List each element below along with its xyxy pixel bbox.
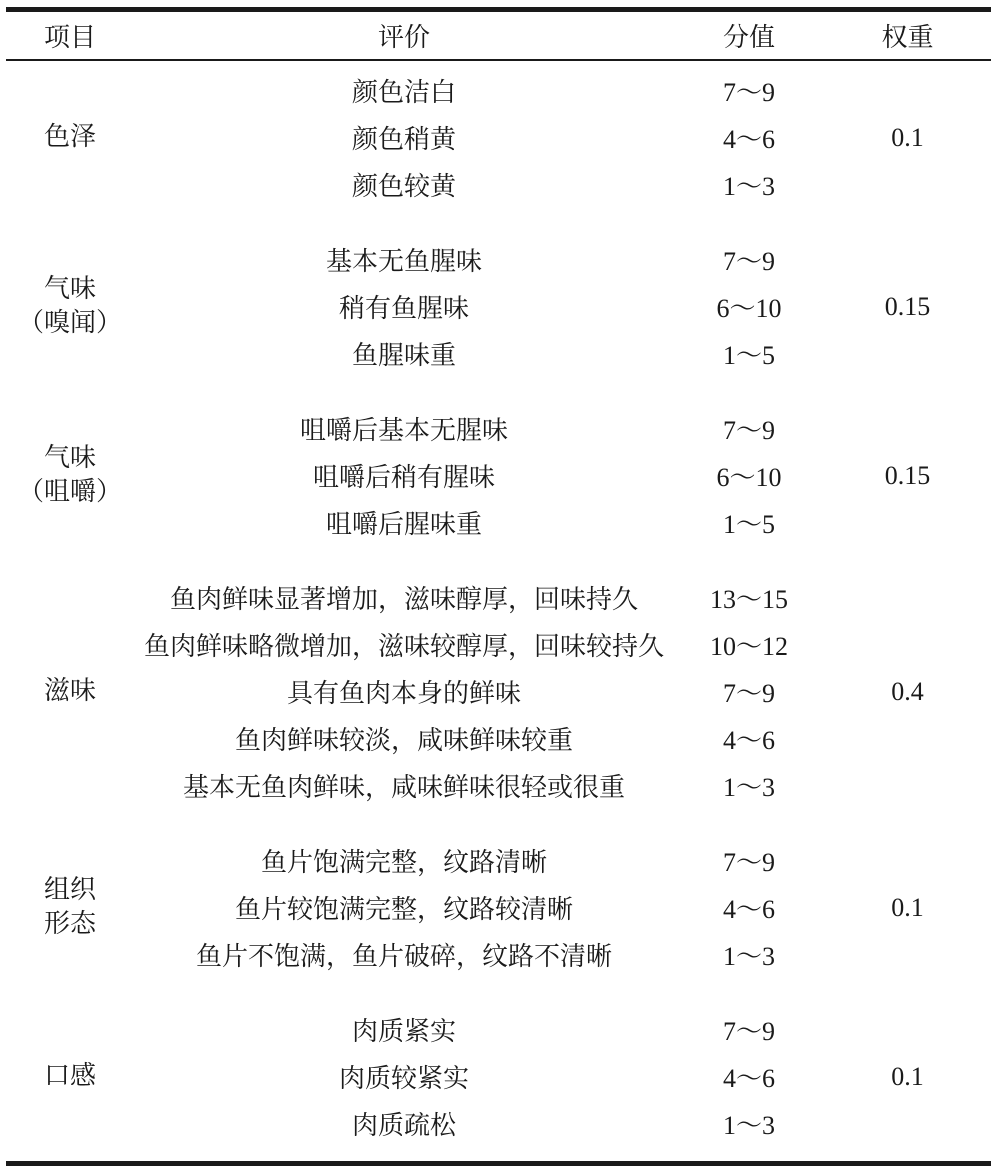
evaluation-cell: 咀嚼后腥味重 <box>325 510 482 540</box>
item-label-line: 气味 <box>43 442 96 473</box>
table-header <box>6 10 991 61</box>
evaluation-cell: 颜色较黄 <box>351 172 456 202</box>
evaluation-cell: 鱼片较饱满完整，纹路较清晰 <box>234 895 573 925</box>
evaluation-cell: 鱼片饱满完整，纹路清晰 <box>260 848 547 878</box>
weight-cell: 0.15 <box>884 291 931 321</box>
table-group <box>6 560 991 823</box>
table-row <box>6 837 991 884</box>
table-group <box>6 823 991 992</box>
table-row <box>6 236 991 283</box>
item-cell <box>6 574 134 809</box>
score-cell: 7～9 <box>722 247 775 276</box>
group-spacer <box>6 992 991 1006</box>
score-cell: 1～5 <box>722 341 775 370</box>
item-label <box>6 1060 134 1094</box>
group-spacer <box>6 978 991 992</box>
group-spacer <box>6 60 991 67</box>
evaluation-cell: 颜色洁白 <box>351 78 456 108</box>
header-item: 项目 <box>43 23 96 53</box>
table-group <box>6 992 991 1164</box>
group-spacer <box>6 560 991 574</box>
evaluation-cell: 鱼肉鲜味略微增加，滋味较醇厚，回味较持久 <box>143 632 664 662</box>
evaluation-cell: 鱼肉鲜味较淡，咸味鲜味较重 <box>234 726 573 756</box>
evaluation-cell: 颜色稍黄 <box>351 125 456 155</box>
score-cell: 7～9 <box>722 1017 775 1046</box>
group-spacer <box>6 823 991 837</box>
item-label-line: 滋味 <box>43 675 96 706</box>
score-cell: 13～15 <box>709 585 788 614</box>
item-label <box>6 273 134 341</box>
evaluation-cell: 肉质较紧实 <box>338 1064 469 1094</box>
header-row <box>6 10 991 61</box>
score-cell: 1～3 <box>722 1111 775 1140</box>
score-cell: 7～9 <box>722 78 775 107</box>
weight-cell: 0.1 <box>891 892 924 922</box>
item-label-line: 口感 <box>43 1060 96 1091</box>
group-spacer <box>6 222 991 236</box>
table-row <box>6 574 991 621</box>
group-spacer <box>6 1147 991 1164</box>
evaluation-cell: 基本无鱼肉鲜味，咸味鲜味很轻或很重 <box>182 773 625 803</box>
item-label-line: 形态 <box>43 908 96 939</box>
table-row <box>6 67 991 114</box>
table-group <box>6 391 991 560</box>
item-cell <box>6 67 134 208</box>
item-label <box>6 874 134 942</box>
item-cell <box>6 236 134 377</box>
evaluation-cell: 肉质疏松 <box>351 1111 456 1141</box>
score-cell: 6～10 <box>716 294 782 323</box>
evaluation-cell: 具有鱼肉本身的鲜味 <box>286 679 521 709</box>
weight-cell: 0.15 <box>884 460 931 490</box>
evaluation-cell: 稍有鱼腥味 <box>338 294 469 324</box>
group-spacer <box>6 377 991 391</box>
table-group <box>6 222 991 391</box>
header-score: 分值 <box>722 23 775 53</box>
item-cell <box>6 1006 134 1147</box>
group-spacer <box>6 391 991 405</box>
item-label-line: （咀嚼） <box>17 476 122 507</box>
score-cell: 10～12 <box>709 632 788 661</box>
item-label-line: （嗅闻） <box>17 307 122 338</box>
score-cell: 1～3 <box>722 942 775 971</box>
evaluation-table <box>6 7 991 1166</box>
header-evaluation: 评价 <box>377 23 430 53</box>
evaluation-cell: 鱼片不饱满，鱼片破碎，纹路不清晰 <box>195 942 612 972</box>
table-row <box>6 405 991 452</box>
item-cell <box>6 405 134 546</box>
evaluation-cell: 肉质紧实 <box>351 1017 456 1047</box>
item-label <box>6 121 134 155</box>
table-row <box>6 1006 991 1053</box>
score-cell: 6～10 <box>716 463 782 492</box>
evaluation-cell: 鱼肉鲜味显著增加，滋味醇厚，回味持久 <box>169 585 638 615</box>
group-spacer <box>6 208 991 222</box>
score-cell: 7～9 <box>722 416 775 445</box>
score-cell: 1～3 <box>722 172 775 201</box>
item-cell <box>6 837 134 978</box>
score-cell: 4～6 <box>722 895 775 924</box>
score-cell: 1～3 <box>722 773 775 802</box>
item-label-line: 气味 <box>43 273 96 304</box>
score-cell: 4～6 <box>722 726 775 755</box>
weight-cell: 0.1 <box>891 122 924 152</box>
weight-cell: 0.4 <box>891 676 924 706</box>
item-label <box>6 442 134 510</box>
group-spacer <box>6 546 991 560</box>
weight-cell: 0.1 <box>891 1061 924 1091</box>
table-group <box>6 60 991 222</box>
header-weight: 权重 <box>881 23 934 53</box>
evaluation-cell: 咀嚼后基本无腥味 <box>299 416 508 446</box>
score-cell: 1～5 <box>722 510 775 539</box>
item-label <box>6 675 134 709</box>
score-cell: 4～6 <box>722 125 775 154</box>
group-spacer <box>6 809 991 823</box>
score-cell: 7～9 <box>722 848 775 877</box>
score-cell: 7～9 <box>722 679 775 708</box>
evaluation-cell: 咀嚼后稍有腥味 <box>312 463 495 493</box>
evaluation-cell: 基本无鱼腥味 <box>325 247 482 277</box>
score-cell: 4～6 <box>722 1064 775 1093</box>
item-label-line: 组织 <box>43 874 96 905</box>
evaluation-cell: 鱼腥味重 <box>351 341 456 371</box>
item-label-line: 色泽 <box>43 121 96 152</box>
